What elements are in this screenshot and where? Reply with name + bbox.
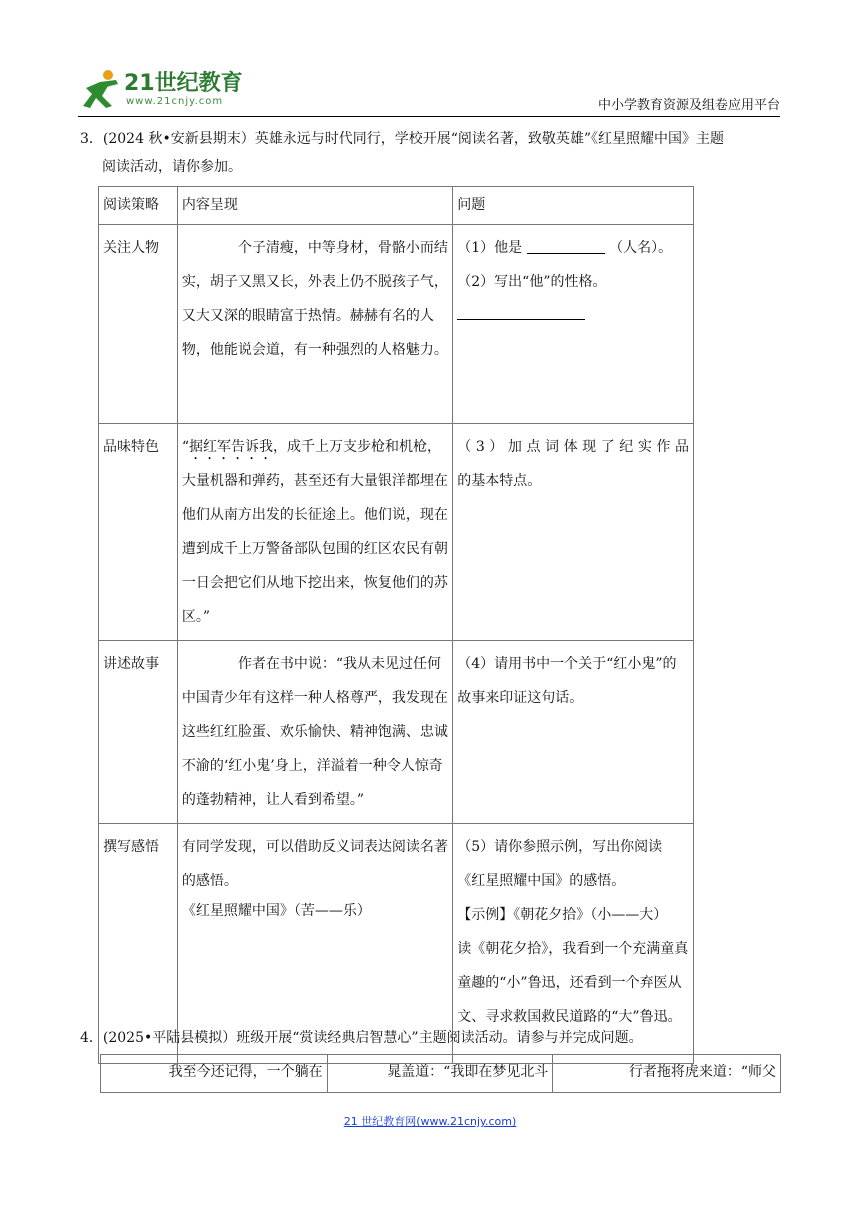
question-cell bbox=[453, 225, 694, 424]
header-divider bbox=[78, 116, 780, 117]
question-2: （2）写出“他”的性格。 bbox=[457, 274, 607, 290]
content-cell: “据红军告诉我，成千上万支步枪和机枪，大量机器和弹药，甚至还有大量银洋都埋在他们从南方出发的长征途上。他们说，现在遭到成千上万警备部队包围的红区农民有朝一日会把它们从地下挖出来，恢复他们的苏区。” bbox=[177, 424, 452, 641]
page-header bbox=[78, 66, 780, 118]
table-row bbox=[99, 641, 694, 824]
strategy-cell: 品味特色 bbox=[99, 424, 178, 641]
content-cell: 作者在书中说：“我从未见过任何中国青少年有这样一种人格尊严，我发现在这些红红脸蛋、欢乐愉快、精神饱满、忠诚不渝的‘红小鬼’身上，洋溢着一种令人惊奇的蓬勃精神，让人看到希望。” bbox=[177, 641, 452, 824]
question-3 bbox=[80, 125, 782, 181]
content-cell: 个子清瘦，中等身材，骨骼小而结实，胡子又黑又长，外表上仍不脱孩子气，又大又深的眼睛富于热情。赫赫有名的人物，他能说会道，有一种强烈的人格魅力。 bbox=[177, 225, 452, 424]
reading-table bbox=[98, 186, 694, 1064]
question-3-text: （3）加点词体现了纪实作品 bbox=[457, 439, 689, 455]
excerpt-cell: 行者拖将虎来道：“师父 bbox=[553, 1055, 781, 1093]
question-4-table bbox=[100, 1054, 781, 1093]
table-row bbox=[99, 424, 694, 641]
question-1: （1）他是 （人名）。 bbox=[457, 240, 673, 256]
platform-name: 中小学教育资源及组卷应用平台 bbox=[597, 98, 780, 113]
answer-blank[interactable] bbox=[527, 238, 605, 254]
question-cell: （5）请你参照示例，写出你阅读《红星照耀中国》的感悟。 【示例】《朝花夕拾》（小——大） 读《朝花夕拾》，我看到一个充满童真童趣的“小”鲁迅，还看到一个弃医从文、寻求救国救民道路的“大”鲁迅。 bbox=[453, 824, 694, 1064]
strategy-cell: 撰写感悟 bbox=[99, 824, 178, 1064]
logo-url: www.21cnjy.com bbox=[126, 96, 224, 107]
dotted-words: 据红军告诉我 bbox=[189, 439, 273, 455]
question-4: 4．(2025•平陆县模拟）班级开展“赏读经典启智慧心”主题阅读活动。请参与并完成问题。 bbox=[80, 1030, 643, 1046]
runner-logo-icon bbox=[78, 68, 124, 110]
logo bbox=[78, 66, 258, 116]
table-row bbox=[101, 1055, 781, 1093]
table-header-row bbox=[99, 187, 694, 225]
content-cell: 有同学发现，可以借助反义词表达阅读名著的感悟。 《红星照耀中国》（苦——乐） bbox=[177, 824, 452, 1064]
question-cell: （4）请用书中一个关于“红小鬼”的故事来印证这句话。 bbox=[453, 641, 694, 824]
logo-text: 21世纪教育 bbox=[124, 71, 243, 96]
excerpt-cell: 晁盖道：“我即在梦见北斗 bbox=[327, 1055, 553, 1093]
header-content: 内容呈现 bbox=[177, 187, 452, 225]
question-3-line-1: 3．(2024 秋•安新县期末）英雄永远与时代同行，学校开展“阅读名著，致敬英雄”《红星照耀中国》主题 bbox=[80, 131, 725, 147]
header-strategy: 阅读策略 bbox=[99, 187, 178, 225]
excerpt-cell: 我至今还记得，一个躺在 bbox=[101, 1055, 328, 1093]
header-question: 问题 bbox=[453, 187, 694, 225]
question-3-line-2: 阅读活动，请你参加。 bbox=[102, 159, 242, 175]
footer-link[interactable]: 21 世纪教育网(www.21cnjy.com) bbox=[343, 1115, 517, 1128]
answer-blank[interactable] bbox=[457, 304, 585, 320]
strategy-cell: 关注人物 bbox=[99, 225, 178, 424]
question-cell: （3）加点词体现了纪实作品 的基本特点。 bbox=[453, 424, 694, 641]
strategy-cell: 讲述故事 bbox=[99, 641, 178, 824]
table-row bbox=[99, 225, 694, 424]
